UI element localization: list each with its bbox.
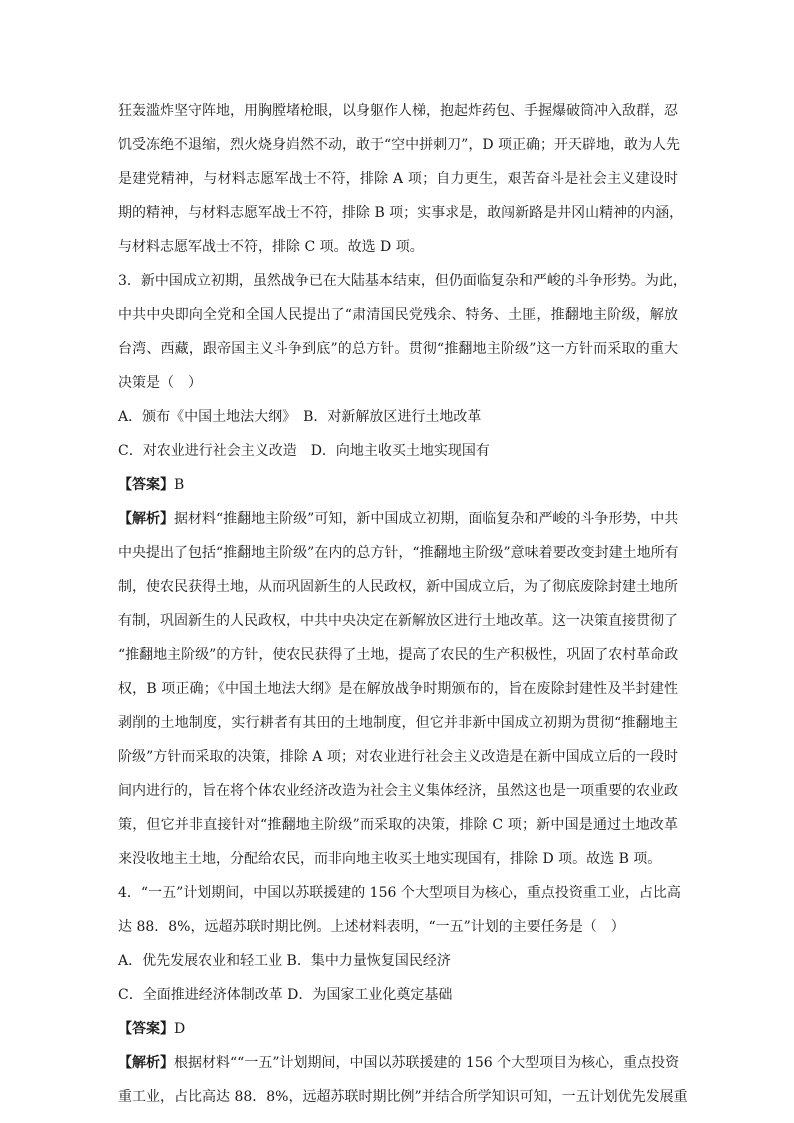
text-line: 权，B 项正确；《中国土地法大纲》是在解放战争时期颁布的，旨在废除封建性及半封建性 xyxy=(118,681,678,697)
text-line: 中央提出了包括“推翻地主阶级”在内的总方针，“推翻地主阶级”意味着要改变封建土地所有 xyxy=(118,545,679,561)
text-line: “推翻地主阶级”的方针，使农民获得了土地，提高了农民的生产积极性，巩固了农村革命政 xyxy=(118,647,679,663)
text-line: 剥削的土地制度，实行耕者有其田的土地制度，但它并非新中国成立初期为贯彻“推翻地主 xyxy=(118,715,678,731)
text-line: 是建党精神，与材料志愿军战士不符，排除 A 项；自力更生，艰苦奋斗是社会主义建设时 xyxy=(118,171,678,187)
document-page xyxy=(118,94,688,1114)
text-line: 3．新中国成立初期，虽然战争已在大陆基本结束，但仍面临复杂和严峻的斗争形势。为此， xyxy=(118,273,687,289)
text-line xyxy=(118,502,678,536)
line-body: 据材料“推翻地主阶级”可知，新中国成立初期，面临复杂和严峻的斗争形势，中共 xyxy=(174,511,679,527)
text-line: 中共中央即向全党和全国人民提出了“肃清国民党残余、特务、土匪，推翻地主阶级，解放 xyxy=(118,307,678,323)
line-body: D xyxy=(174,1021,186,1037)
text-line: 期的精神，与材料志愿军战士不符，排除 B 项；实事求是，敢闯新路是井冈山精神的内涵， xyxy=(118,205,684,221)
text-line xyxy=(118,1046,678,1080)
text-line: A．颁布《中国土地法大纲》 B．对新解放区进行土地改革 xyxy=(118,409,482,425)
text-line: 达 88．8%，远超苏联时期比例。上述材料表明，“一五”计划的主要任务是（ ） xyxy=(118,919,625,935)
line-body: 根据材料““一五”计划期间，中国以苏联援建的 156 个大型项目为核心，重点投资 xyxy=(174,1055,680,1071)
text-line: 阶级”方针而采取的决策，排除 A 项；对农业进行社会主义改造是在新中国成立后的一段时 xyxy=(118,749,678,765)
label-prefix: 【解析】 xyxy=(118,1055,174,1071)
text-line: C．对农业进行社会主义改造 D．向地主收买土地实现国有 xyxy=(118,443,490,459)
label-prefix: 【答案】 xyxy=(118,477,174,493)
text-line: C．全面推进经济体制改革 D．为国家工业化奠定基础 xyxy=(118,987,453,1003)
text-line: 有制，巩固新生的人民政权，中共中央决定在新解放区进行土地改革。这一决策直接贯彻了 xyxy=(118,613,678,629)
text-line: 来没收地主土地，分配给农民，而非向地主收买土地实现国有，排除 D 项。故选 B 项。 xyxy=(118,851,662,867)
text-line: 决策是（ ） xyxy=(118,375,202,391)
text-line: A．优先发展农业和轻工业 B．集中力量恢复国民经济 xyxy=(118,953,451,969)
text-line xyxy=(118,468,678,502)
text-line: 与材料志愿军战士不符，排除 C 项。故选 D 项。 xyxy=(118,239,424,255)
text-line: 间内进行的，旨在将个体农业经济改造为社会主义集体经济，虽然这也是一项重要的农业政 xyxy=(118,783,678,799)
text-line: 策，但它并非直接针对“推翻地主阶级”而采取的决策，排除 C 项；新中国是通过土地改革 xyxy=(118,817,678,833)
text-line: 饥受冻绝不退缩，烈火烧身岿然不动，敢于“空中拼刺刀”，D 项正确；开天辟地，敢为人先 xyxy=(118,137,680,153)
line-body: B xyxy=(174,477,185,493)
text-line: 制，使农民获得土地，从而巩固新生的人民政权，新中国成立后，为了彻底废除封建土地所 xyxy=(118,579,678,595)
text-line: 重工业，占比高达 88．8%，远超苏联时期比例”并结合所学知识可知，一五计划优先发展重 xyxy=(118,1089,688,1105)
text-line: 台湾、西藏，跟帝国主义斗争到底”的总方针。贯彻“推翻地主阶级”这一方针而采取的重大 xyxy=(118,341,678,357)
label-prefix: 【解析】 xyxy=(118,511,174,527)
label-prefix: 【答案】 xyxy=(118,1021,174,1037)
text-line: 狂轰滥炸坚守阵地，用胸膛堵枪眼，以身躯作人梯，抱起炸药包、手握爆破筒冲入敌群，忍 xyxy=(118,103,678,119)
text-line: 4．“一五”计划期间，中国以苏联援建的 156 个大型项目为核心，重点投资重工业，占比高 xyxy=(118,885,681,901)
text-line xyxy=(118,1012,678,1046)
